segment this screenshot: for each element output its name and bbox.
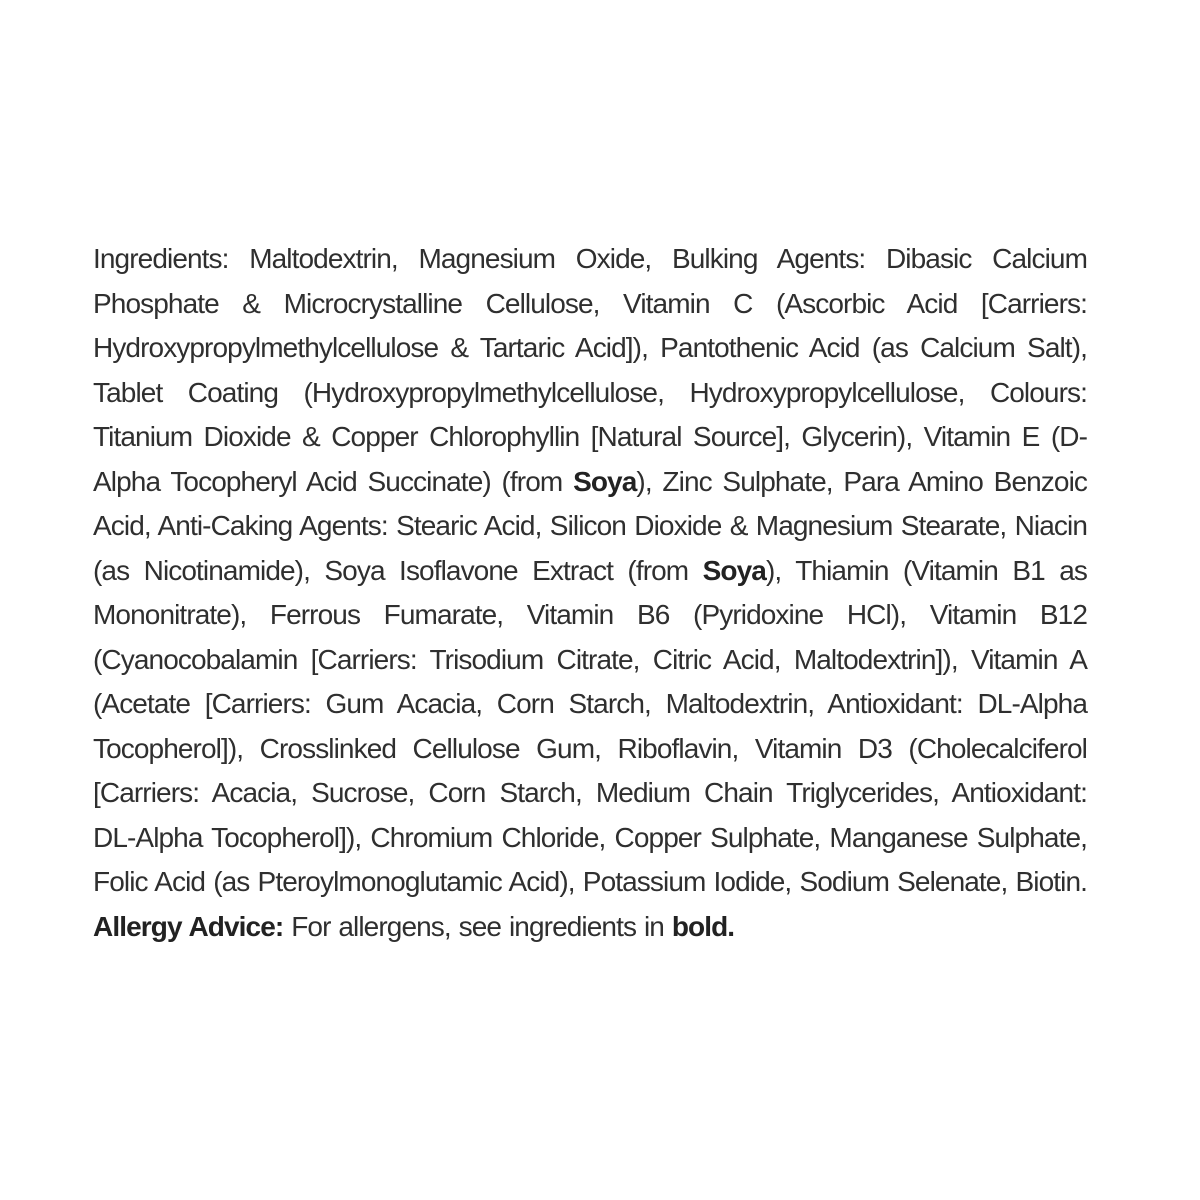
allergy-advice-heading: Allergy Advice: xyxy=(93,910,284,942)
allergy-advice-text: For allergens, see ingredients in xyxy=(283,910,672,942)
ingredients-paragraph xyxy=(93,237,1087,949)
allergen-soya-1: Soya xyxy=(573,465,637,497)
ingredients-text-part-3: ), Thiamin (Vitamin B1 as Mononitrate), Ferrous Fumarate, Vitamin B6 (Pyridoxine HCl), Vitamin B12 (Cyanocobalamin [Carriers: Trisodium Citrate, Citric Acid, Maltodextrin]), Vitamin A (Acetate [Carriers: Gum Acacia, Corn Starch, Maltodextrin, Antioxidant: DL-Alpha Tocopherol]), Crosslinked Cellulose Gum, Riboflavin, Vitamin D3 (Cholecalciferol [Carriers: Acacia, Sucrose, Corn Starch, Medium Chain Triglycerides, Antioxidant: DL-Alpha Tocopherol]), Chromium Chloride, Copper Sulphate, Manganese Sulphate, Folic Acid (as Pteroylmonoglutamic Acid), Potassium Iodide, Sodium Selenate, Biotin. xyxy=(93,554,1087,897)
allergy-advice-bold: bold. xyxy=(671,910,735,942)
ingredients-text-part-1: Ingredients: Maltodextrin, Magnesium Oxide, Bulking Agents: Dibasic Calcium Phosphate & Microcrystalline Cellulose, Vitamin C (Ascorbic Acid [Carriers: Hydroxypropylmethylcellulose & Tartaric Acid]), Pantothenic Acid (as Calcium Salt), Tablet Coating (Hydroxypropylmethylcellulose, Hydroxypropylcellulose, Colours: Titanium Dioxide & Copper Chlorophyllin [Natural Source], Glycerin), Vitamin E (D-Alpha Tocopheryl Acid Succinate) (from xyxy=(93,243,1087,497)
ingredients-text-part-2: ), Zinc Sulphate, Para Amino Benzoic Acid, Anti-Caking Agents: Stearic Acid, Silicon Dioxide & Magnesium Stearate, Niacin (as Nicotinamide), Soya Isoflavone Extract (from xyxy=(93,465,1087,586)
ingredients-panel xyxy=(93,237,1087,967)
allergen-soya-2: Soya xyxy=(702,554,766,586)
